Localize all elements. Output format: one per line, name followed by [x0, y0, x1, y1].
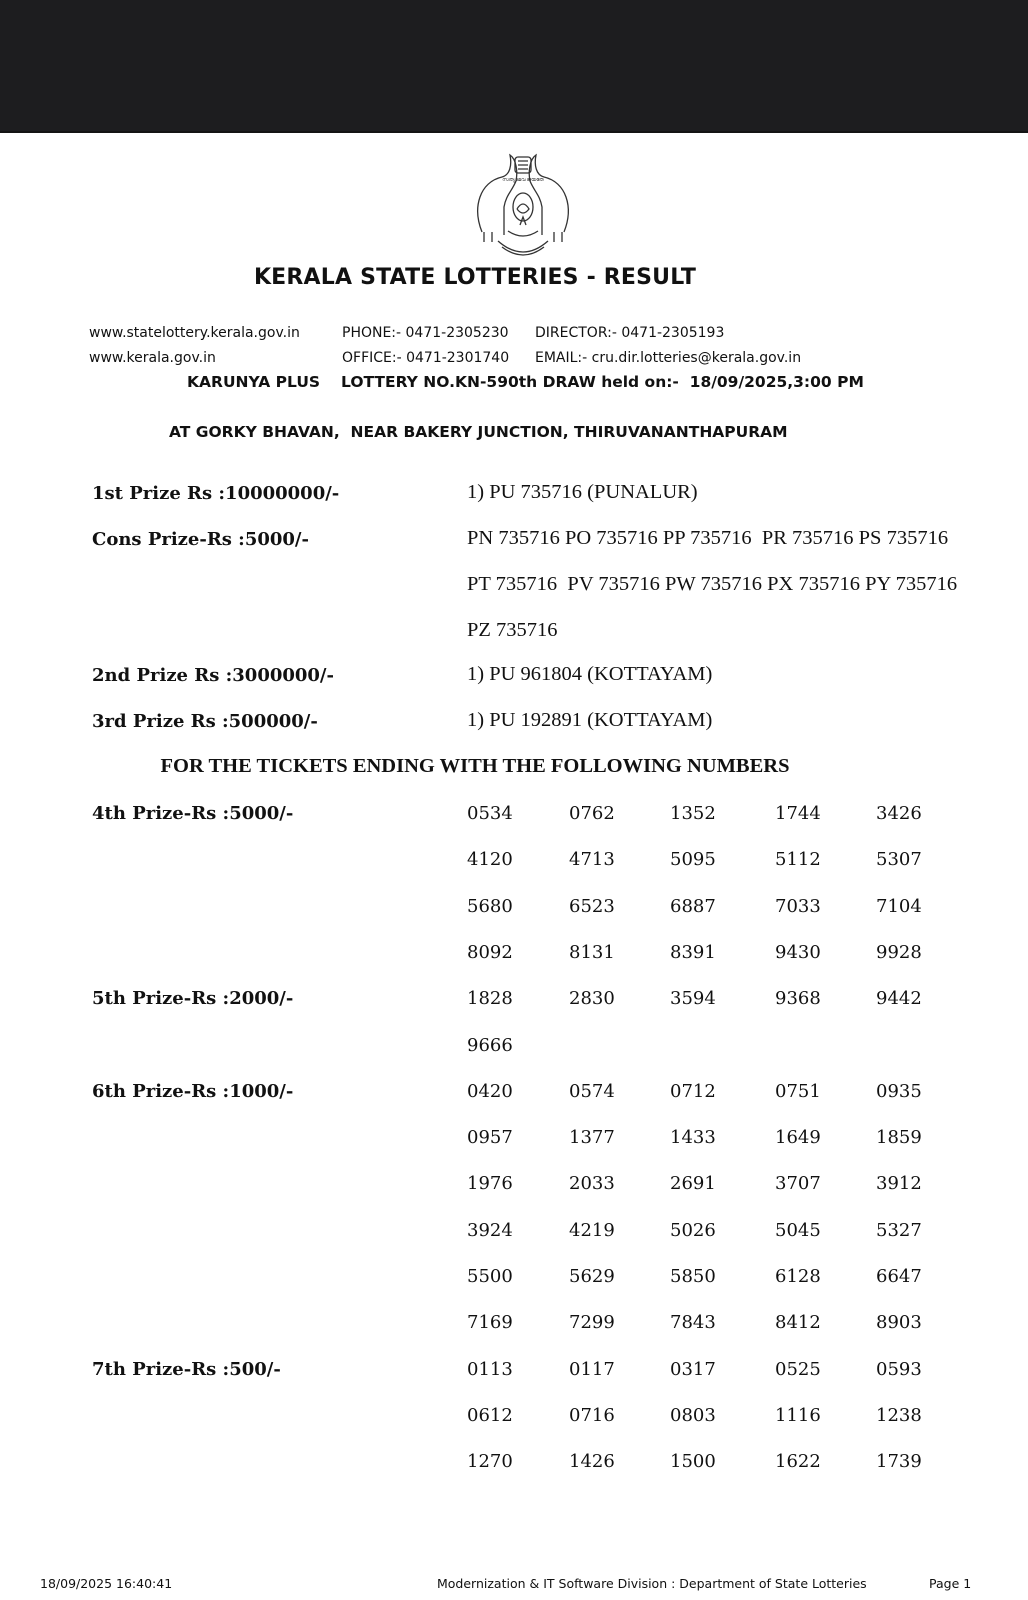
winning-number: 9666 [467, 1034, 513, 1056]
winning-number: 7843 [670, 1312, 716, 1334]
winning-number: 6523 [569, 895, 615, 917]
website-link-kerala[interactable]: www.kerala.gov.in [89, 350, 216, 366]
winning-number: 0712 [670, 1080, 716, 1102]
winning-number: 2033 [569, 1173, 615, 1195]
winning-number: 1116 [775, 1404, 821, 1426]
footer-timestamp: 18/09/2025 16:40:41 [40, 1576, 173, 1591]
winning-number: 1377 [569, 1127, 615, 1149]
winning-number: 4120 [467, 849, 513, 871]
winning-number: 4219 [569, 1219, 615, 1241]
winning-number: 4713 [569, 849, 615, 871]
winning-number: 2691 [670, 1173, 716, 1195]
winning-number: 6128 [775, 1266, 821, 1287]
phone-number: PHONE:- 0471-2305230 [342, 325, 509, 341]
winning-number: 5680 [467, 895, 513, 917]
winning-number: 7033 [775, 895, 821, 917]
winning-number: 9442 [876, 988, 922, 1010]
winning-number: 0113 [467, 1358, 513, 1380]
winning-number: 0317 [670, 1358, 716, 1380]
winning-number: 1238 [876, 1404, 922, 1426]
winning-number: 0117 [569, 1358, 615, 1380]
kerala-emblem-icon [462, 147, 584, 262]
draw-info: LOTTERY NO.KN-590th DRAW held on:- 18/09/2025,3:00 PM [341, 373, 864, 391]
winning-number: 2830 [569, 988, 615, 1010]
winning-number: 6887 [670, 895, 716, 917]
winning-number: 0957 [467, 1127, 513, 1149]
winning-number: 0525 [775, 1358, 821, 1380]
winning-number: 3594 [670, 988, 716, 1010]
winning-number: 1976 [467, 1173, 513, 1195]
winning-number: 1500 [670, 1451, 716, 1473]
lottery-result-page [0, 135, 1028, 1600]
winning-number: 0593 [876, 1358, 922, 1380]
winning-number: 0612 [467, 1404, 513, 1426]
winning-number: 6647 [876, 1266, 922, 1287]
cons-prize-label: Cons Prize-Rs :5000/- [92, 529, 309, 550]
winning-number: 5045 [775, 1219, 821, 1241]
winning-number: 5112 [775, 849, 821, 871]
winning-number: 1649 [775, 1127, 821, 1149]
winning-number: 5026 [670, 1219, 716, 1241]
office-number: OFFICE:- 0471-2301740 [342, 350, 510, 366]
ending-prize-label: 6th Prize-Rs :1000/- [92, 1080, 294, 1102]
winning-number: 3426 [876, 803, 922, 824]
cons-prize-line: PN 735716 PO 735716 PP 735716 PR 735716 PS 735716 [467, 527, 949, 549]
third-prize-label: 3rd Prize Rs :500000/- [92, 711, 318, 732]
cons-prize-line: PZ 735716 [467, 619, 558, 641]
footer-division: Modernization & IT Software Division : Department of State Lotteries [437, 1576, 867, 1591]
winning-number: 1352 [670, 803, 716, 824]
winning-number: 8391 [670, 941, 716, 963]
top-dark-bar [0, 0, 1028, 133]
winning-number: 1622 [775, 1451, 821, 1473]
winning-number: 5629 [569, 1266, 615, 1287]
winning-number: 9368 [775, 988, 821, 1010]
winning-number: 5307 [876, 849, 922, 871]
winning-number: 0716 [569, 1404, 615, 1426]
winning-number: 1270 [467, 1451, 513, 1473]
winning-number: 1859 [876, 1127, 922, 1149]
third-prize-value: 1) PU 192891 (KOTTAYAM) [467, 709, 713, 731]
svg-text:സത്യമേവ ജയതേ: സത്യമേവ ജയതേ [502, 177, 544, 183]
winning-number: 7299 [569, 1312, 615, 1334]
winning-number: 0803 [670, 1404, 716, 1426]
winning-number: 1828 [467, 988, 513, 1010]
winning-number: 8412 [775, 1312, 821, 1334]
director-number: DIRECTOR:- 0471-2305193 [535, 325, 725, 341]
winning-number: 0762 [569, 803, 615, 824]
winning-number: 7169 [467, 1312, 513, 1334]
website-link-statelottery[interactable]: www.statelottery.kerala.gov.in [89, 325, 300, 341]
winning-number: 3924 [467, 1219, 513, 1241]
winning-number: 8131 [569, 941, 615, 963]
winning-number: 5095 [670, 849, 716, 871]
winning-number: 7104 [876, 895, 922, 917]
email-address[interactable]: EMAIL:- cru.dir.lotteries@kerala.gov.in [535, 350, 802, 366]
second-prize-value: 1) PU 961804 (KOTTAYAM) [467, 663, 713, 685]
draw-venue: AT GORKY BHAVAN, NEAR BAKERY JUNCTION, THIRUVANANTHAPURAM [169, 423, 788, 441]
ending-numbers-heading: FOR THE TICKETS ENDING WITH THE FOLLOWING NUMBERS [160, 755, 790, 777]
page-title: KERALA STATE LOTTERIES - RESULT [253, 265, 697, 290]
cons-prize-line: PT 735716 PV 735716 PW 735716 PX 735716 PY 735716 [467, 573, 958, 595]
winning-number: 8092 [467, 941, 513, 963]
winning-number: 0574 [569, 1080, 615, 1102]
footer-page-number: Page 1 [929, 1576, 972, 1591]
ending-prize-label: 4th Prize-Rs :5000/- [92, 803, 294, 824]
winning-number: 8903 [876, 1312, 922, 1334]
winning-number: 3707 [775, 1173, 821, 1195]
winning-number: 9430 [775, 941, 821, 963]
first-prize-label: 1st Prize Rs :10000000/- [92, 483, 340, 504]
winning-number: 5327 [876, 1219, 922, 1241]
ending-prize-label: 7th Prize-Rs :500/- [92, 1358, 281, 1380]
winning-number: 5850 [670, 1266, 716, 1287]
ending-prize-label: 5th Prize-Rs :2000/- [92, 988, 294, 1010]
winning-number: 0534 [467, 803, 513, 824]
winning-number: 1744 [775, 803, 821, 824]
second-prize-label: 2nd Prize Rs :3000000/- [92, 665, 334, 686]
winning-number: 0935 [876, 1080, 922, 1102]
winning-number: 5500 [467, 1266, 513, 1287]
winning-number: 3912 [876, 1173, 922, 1195]
winning-number: 1433 [670, 1127, 716, 1149]
winning-number: 1426 [569, 1451, 615, 1473]
lottery-name: KARUNYA PLUS [187, 373, 321, 391]
winning-number: 9928 [876, 941, 922, 963]
winning-number: 0751 [775, 1080, 821, 1102]
winning-number: 1739 [876, 1451, 922, 1473]
winning-number: 0420 [467, 1080, 513, 1102]
first-prize-value: 1) PU 735716 (PUNALUR) [467, 481, 698, 503]
